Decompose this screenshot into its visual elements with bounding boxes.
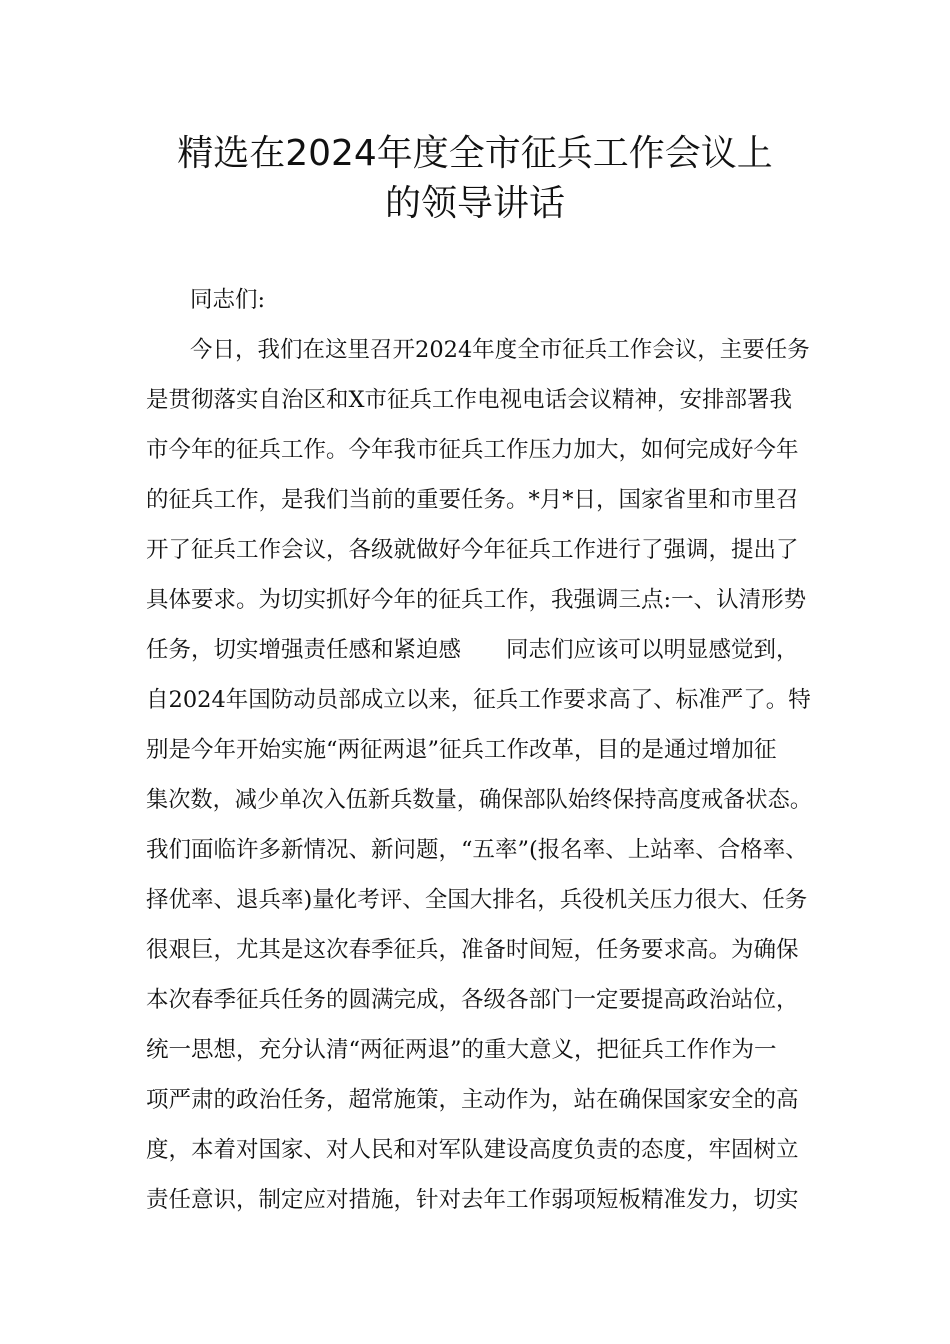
document-title-line-2: 的领导讲话 [384, 183, 565, 224]
paragraph-line: 具体要求。为切实抓好今年的征兵工作，我强调三点:一、认清形势 [146, 587, 807, 613]
salutation: 同志们: [190, 287, 266, 313]
paragraph-line: 很艰巨，尤其是这次春季征兵，准备时间短，任务要求高。为确保 [146, 937, 799, 963]
paragraph-line: 任务，切实增强责任感和紧迫感 同志们应该可以明显感觉到， [146, 637, 799, 663]
paragraph-line: 择优率、退兵率)量化考评、全国大排名，兵役机关压力很大、任务 [146, 887, 808, 913]
paragraph-line: 今日，我们在这里召开2024年度全市征兵工作会议，主要任务 [190, 337, 810, 363]
paragraph-line: 统一思想，充分认清“两征两退”的重大意义，把征兵工作作为一 [146, 1037, 777, 1063]
paragraph-line: 责任意识，制定应对措施，针对去年工作弱项短板精准发力，切实 [146, 1187, 799, 1213]
paragraph-line: 集次数，减少单次入伍新兵数量，确保部队始终保持高度戒备状态。 [146, 787, 813, 813]
paragraph-line: 本次春季征兵任务的圆满完成，各级各部门一定要提高政治站位， [146, 987, 799, 1013]
document-title-line-1: 精选在2024年度全市征兵工作会议上 [177, 133, 773, 174]
paragraph-line: 我们面临许多新情况、新问题，“五率”(报名率、上站率、合格率、 [146, 837, 808, 863]
paragraph-line: 开了征兵工作会议，各级就做好今年征兵工作进行了强调，提出了 [146, 537, 799, 563]
paragraph-line: 别是今年开始实施“两征两退”征兵工作改革，目的是通过增加征 [146, 737, 777, 763]
paragraph-line: 项严肃的政治任务，超常施策，主动作为，站在确保国家安全的高 [146, 1087, 799, 1113]
paragraph-line: 市今年的征兵工作。今年我市征兵工作压力加大，如何完成好今年 [146, 437, 799, 463]
paragraph-line: 自2024年国防动员部成立以来，征兵工作要求高了、标准严了。特 [146, 687, 811, 713]
paragraph-line: 的征兵工作，是我们当前的重要任务。*月*日，国家省里和市里召 [146, 487, 799, 513]
paragraph-line: 度，本着对国家、对人民和对军队建设高度负责的态度，牢固树立 [146, 1137, 799, 1163]
paragraph-line: 是贯彻落实自治区和X市征兵工作电视电话会议精神，安排部署我 [146, 387, 793, 413]
